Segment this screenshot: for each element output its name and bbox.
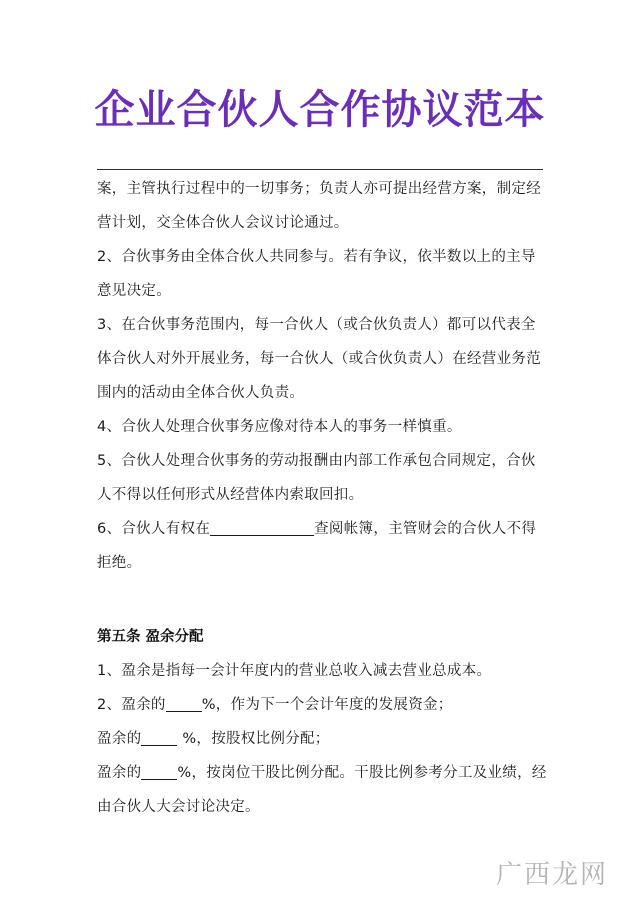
item4-text-before: 盈余的: [97, 765, 142, 781]
paragraph-line: [97, 512, 547, 546]
clause-item-4: [97, 410, 547, 444]
section5-item4: [97, 756, 547, 790]
section5-item1: 1、盈余是指每一会计年度内的营业总收入减去营业总成本。: [97, 663, 492, 679]
item2-text-after: %，作为下一个会计年度的发展资金；: [201, 697, 453, 713]
section-spacer: [97, 580, 547, 620]
paragraph-line: 人不得以任何形式从经营体内索取回扣。: [97, 487, 364, 503]
item3-text-after: %，按股权比例分配；: [177, 731, 330, 747]
section5-item2: [97, 688, 547, 722]
watermark-logo: 广西龙网: [495, 860, 608, 890]
document-body: [97, 172, 547, 824]
clause-item-6: [97, 512, 547, 580]
paragraph-line: 由合伙人大会讨论决定。: [97, 799, 260, 815]
section-5: [97, 620, 547, 824]
fill-in-blank[interactable]: [166, 695, 202, 712]
fill-in-blank[interactable]: [141, 763, 177, 780]
item6-text-after: 查阅帐簿，主管财会的合伙人不得: [314, 521, 537, 537]
paragraph-line: 体合伙人对外开展业务，每一合伙人（或合伙负责人）在经营业务范: [97, 351, 541, 367]
section5-item3: [97, 722, 547, 756]
item4-text-after: %，按岗位干股比例分配。干股比例参考分工及业绩，经: [177, 765, 547, 781]
paragraph-line: 围内的活动由全体合伙人负责。: [97, 385, 305, 401]
paragraph-line: 案，主管执行过程中的一切事务；负责人亦可提出经营方案，制定经: [97, 181, 541, 197]
paragraph-line: 意见决定。: [97, 283, 171, 299]
paragraph-continuation: [97, 172, 547, 240]
title-divider: [97, 169, 543, 170]
document-title: 企业合伙人合作协议范本: [94, 87, 546, 133]
paragraph-line: 5、合伙人处理合伙事务的劳动报酬由内部工作承包合同规定，合伙: [97, 453, 536, 469]
clause-item-2: [97, 240, 547, 308]
paragraph-line: 4、合伙人处理合伙事务应像对待本人的事务一样慎重。: [97, 419, 462, 435]
item3-text-before: 盈余的: [97, 731, 142, 747]
item2-text-before: 2、盈余的: [97, 697, 166, 713]
fill-in-blank[interactable]: [141, 729, 177, 746]
paragraph-line: 拒绝。: [97, 555, 142, 571]
clause-item-5: [97, 444, 547, 512]
paragraph-line: 3、在合伙事务范围内，每一合伙人（或合伙负责人）都可以代表全: [97, 317, 536, 333]
clause-item-3: [97, 308, 547, 410]
paragraph-line: 营计划，交全体合伙人会议讨论通过。: [97, 215, 349, 231]
paragraph-line: 2、合伙事务由全体合伙人共同参与。若有争议，依半数以上的主导: [97, 249, 536, 265]
item6-text-before: 6、合伙人有权在: [97, 521, 211, 537]
fill-in-blank[interactable]: [210, 519, 314, 536]
section-heading: 第五条 盈余分配: [97, 629, 204, 645]
